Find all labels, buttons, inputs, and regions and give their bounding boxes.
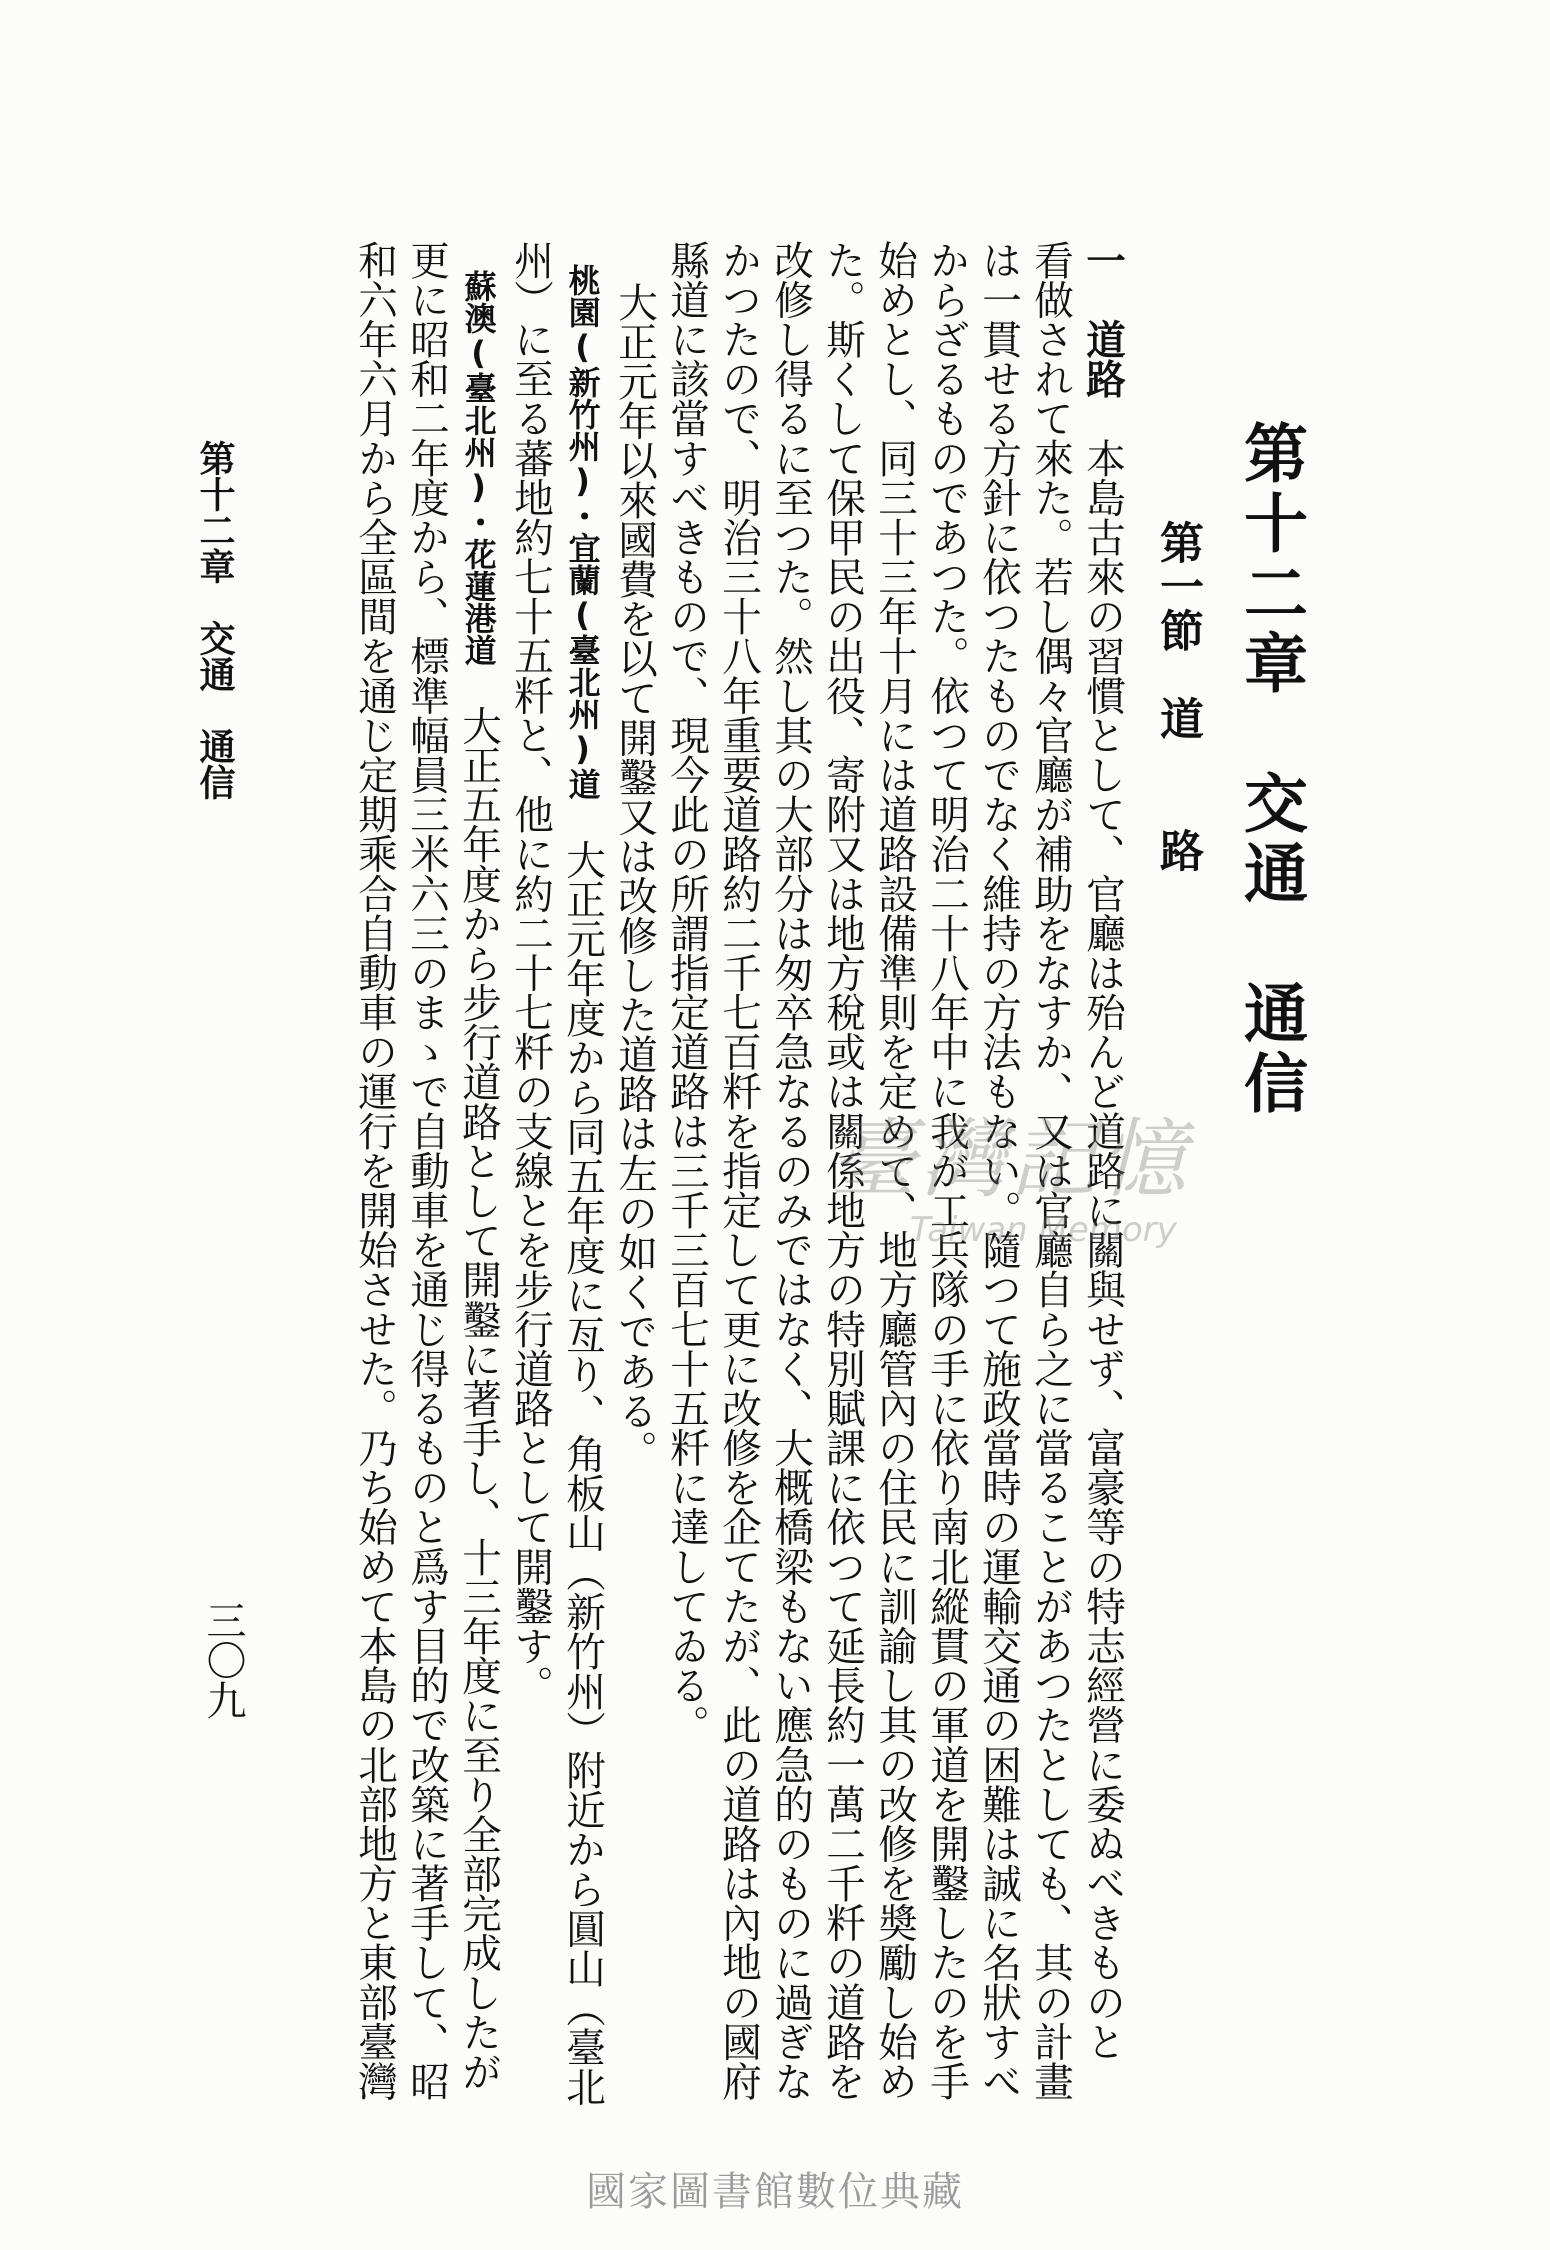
running-head: 第十二章 交通 通信 bbox=[194, 440, 236, 800]
body-text: 大正元年度から同五年度に亙り、角板山（新竹州）附近から圓山（臺北 bbox=[559, 839, 606, 2107]
text-column bbox=[455, 270, 502, 2092]
body-text: 本島古來の習慣として、官廳は殆んど道路に關與せず、富豪等の特志經營に委ぬべきものと bbox=[1079, 437, 1126, 2062]
text-column: 和六年六月から全區間を通じ定期乘合自動車の運行を開始させた。乃ち始めて本島の北部地方と東部臺灣 bbox=[351, 240, 398, 2101]
paragraph-heading: 一 道路 bbox=[1079, 240, 1126, 399]
watermark-cjk: 臺灣記憶 bbox=[830, 1110, 1190, 1210]
watermark-logo bbox=[830, 1090, 1250, 1280]
text-column: 看做されて來た。若し偶々官廳が補助をなすか、又は官廳自ら之に當ることがあつたとしても、其の計畫 bbox=[1027, 240, 1074, 2101]
text-column: 大正元年以來國費を以て開鑿又は改修した道路は左の如くである。 bbox=[611, 282, 658, 1470]
watermark-en: Taiwan Memory bbox=[910, 1210, 1177, 1250]
text-column: 始めとし、同三十三年十月には道路設備準則を定めて、地方廳管內の住民に訓諭し其の改修を奬勵し始め bbox=[871, 240, 918, 2101]
paragraph-heading: 桃園(新竹州)・宜蘭(臺北州)道 bbox=[563, 264, 602, 800]
page-number: 三〇九 bbox=[200, 1600, 246, 1720]
paragraph-heading: 蘇澳(臺北州)・花蓮港道 bbox=[459, 270, 498, 666]
section-title: 第一節 道 路 bbox=[1152, 520, 1203, 872]
text-column: 更に昭和二年度から、標準幅員三米六三のまゝで自動車を通じ得るものと爲す目的で改築に著手して、昭 bbox=[403, 240, 450, 2101]
text-column bbox=[559, 264, 606, 2107]
text-column: かつたので、明治三十八年重要道路約二千七百粁を指定して更に改修を企てたが、此の道路は內地の國府 bbox=[715, 240, 762, 2101]
chapter-title: 第十二章 交通 通信 bbox=[1233, 420, 1308, 1120]
body-text: 大正五年度から步行道路として開鑿に著手し、十三年度に至り全部完成したが bbox=[455, 705, 502, 2092]
text-column: 州）に至る蕃地約七十五粁と、他に約二十七粁の支線とを步行道路として開鑿す。 bbox=[507, 240, 554, 1705]
footer-banner: 國家圖書館數位典藏 bbox=[586, 2169, 964, 2215]
text-column: 改修し得るに至つた。然し其の大部分は匆卒急なるのみではなく、大概橋梁もない應急的のものに過ぎな bbox=[767, 240, 814, 2101]
text-column: は一貫せる方針に依つたものでなく維持の方法もない。隨つて施政當時の運輸交通の困難は誠に名狀すべ bbox=[975, 240, 1022, 2101]
text-column: た。斯くして保甲民の出役、寄附又は地方稅或は關係地方の特別賦課に依つて延長約一萬二千粁の道路を bbox=[819, 240, 866, 2101]
text-column: 縣道に該當すべきもので、現今此の所謂指定道路は三千三百七十五粁に達してゐる。 bbox=[663, 240, 710, 1745]
text-column: からざるものであつた。依つて明治二十八年中に我が工兵隊の手に依り南北縱貫の軍道を開鑿したのを手 bbox=[923, 240, 970, 2101]
